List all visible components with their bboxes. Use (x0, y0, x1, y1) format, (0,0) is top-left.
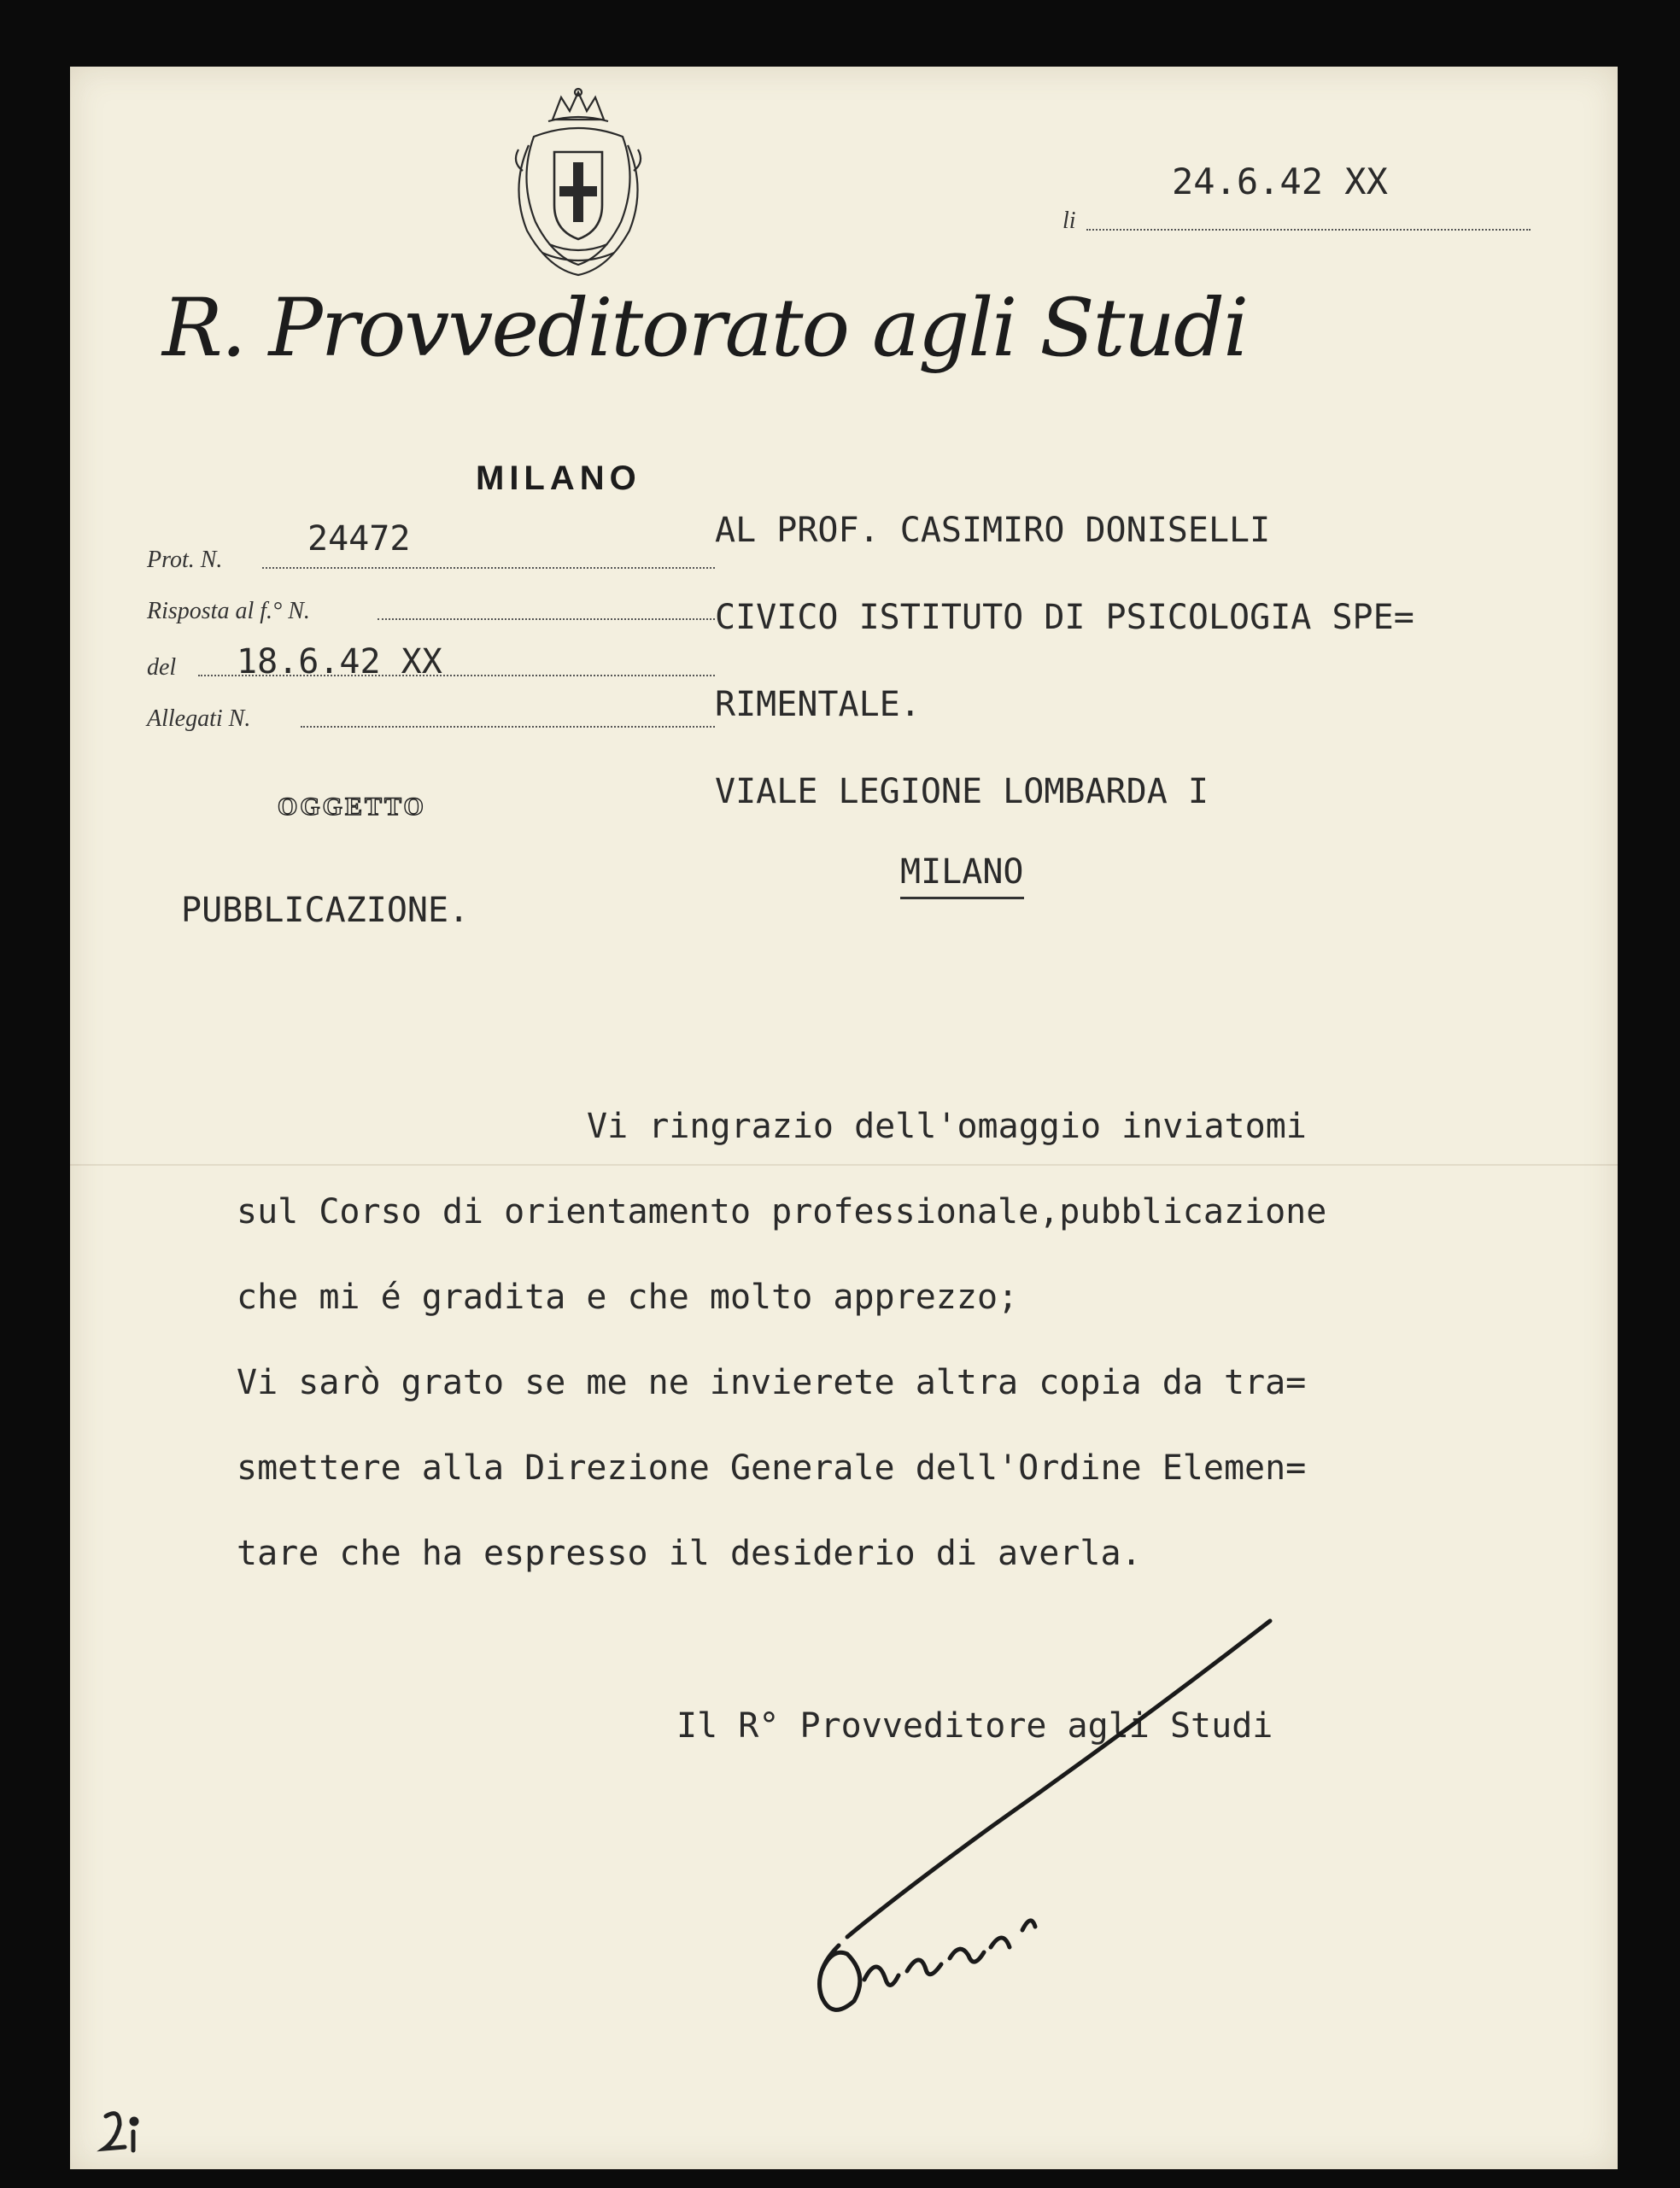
pencil-mark-icon (96, 2099, 155, 2159)
prot-value: 24472 (307, 519, 411, 559)
date-value: 24.6.42 XX (1172, 161, 1388, 202)
del-value: 18.6.42 XX (237, 642, 442, 682)
body-line-4: Vi sarò grato se me ne invierete altra copia da tra= (237, 1363, 1307, 1402)
subject-label: OGGETTO (278, 793, 426, 821)
subject-value: PUBBLICAZIONE. (181, 891, 470, 930)
coat-of-arms-icon (501, 85, 655, 284)
date-prefix: li (1062, 208, 1076, 234)
recipient-city: MILANO (900, 852, 1024, 899)
risposta-dotted-line (378, 618, 715, 620)
risposta-label: Risposta al f.° N. (147, 598, 310, 624)
del-label: del (147, 654, 177, 681)
body-line-1: Vi ringrazio dell'omaggio inviatomi (587, 1107, 1307, 1146)
date-dotted-line (1086, 229, 1531, 231)
recipient-line-3: RIMENTALE. (715, 685, 921, 724)
closing-line: Il R° Provveditore agli Studi (676, 1706, 1273, 1746)
body-line-2: sul Corso di orientamento professionale,pubblicazione (237, 1192, 1327, 1231)
letterhead-title: R. Provveditorato agli Studi (162, 282, 1248, 375)
letter-sheet (70, 67, 1618, 2169)
body-line-5: smettere alla Direzione Generale dell'Ordine Elemen= (237, 1448, 1307, 1488)
body-line-3: che mi é gradita e che molto apprezzo; (237, 1278, 1019, 1317)
allegati-dotted-line (301, 726, 715, 728)
letterhead-city: MILANO (476, 459, 641, 497)
recipient-line-4: VIALE LEGIONE LOMBARDA I (715, 772, 1209, 811)
prot-dotted-line (262, 567, 715, 569)
date-line (1062, 208, 1076, 235)
body-line-6: tare che ha espresso il desiderio di averla. (237, 1534, 1142, 1573)
fold-line (70, 1164, 1618, 1166)
recipient-line-1: AL PROF. CASIMIRO DONISELLI (715, 511, 1271, 550)
allegati-label: Allegati N. (147, 705, 251, 732)
prot-label: Prot. N. (147, 547, 223, 573)
recipient-line-2: CIVICO ISTITUTO DI PSICOLOGIA SPE= (715, 598, 1414, 637)
handwritten-signature-icon (779, 1612, 1394, 2091)
